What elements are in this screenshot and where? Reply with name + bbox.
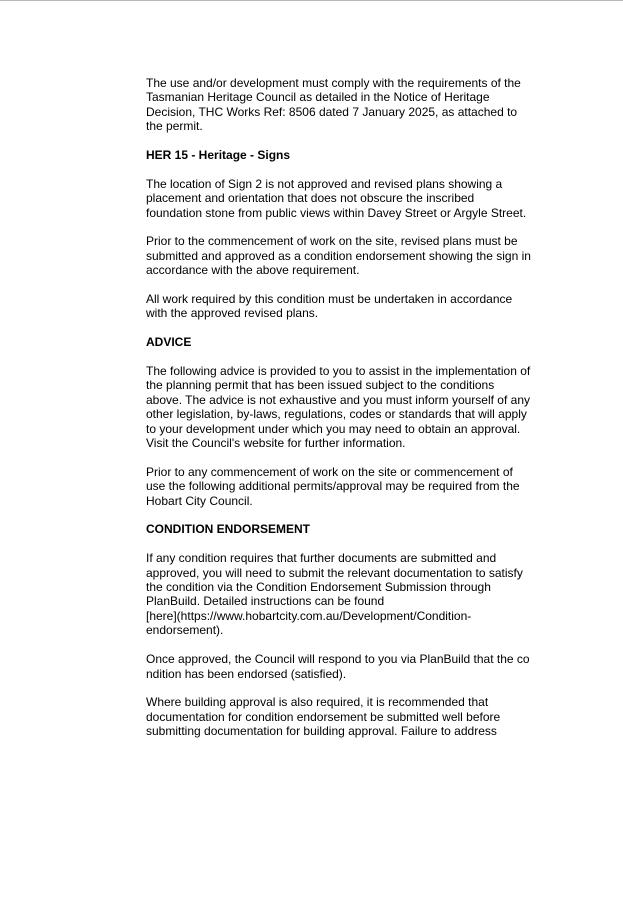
paragraph-sign-location	[146, 177, 556, 220]
text-line: Decision, THC Works Ref: 8506 dated 7 January 2025, as attached to	[146, 104, 518, 119]
text-line: foundation stone from public views within Davey Street or Argyle Street.	[146, 205, 527, 220]
text-line: placement and orientation that does not obscure the inscribed	[146, 191, 475, 206]
paragraph-heritage-compliance	[146, 76, 556, 134]
text-line: the permit.	[146, 119, 203, 134]
text-line: The use and/or development must comply with the requirements of the	[146, 76, 521, 90]
text-line: submitted and approved as a condition endorsement showing the sign in	[146, 248, 531, 263]
paragraph-revised-plans	[146, 234, 556, 277]
text-line: the condition via the Condition Endorsement Submission through	[146, 580, 491, 595]
text-line: Tasmanian Heritage Council as detailed in the Notice of Heritage	[146, 90, 490, 105]
text-line: the planning permit that has been issued subject to the conditions	[146, 378, 495, 393]
text-line: submitting documentation for building approval. Failure to address	[146, 724, 497, 739]
text-line: ndition has been endorsed (satisfied).	[146, 666, 347, 681]
document-body	[146, 76, 556, 753]
heading-condition-endorsement: CONDITION ENDORSEMENT	[146, 522, 311, 537]
text-line: Once approved, the Council will respond to you via PlanBuild that the co	[146, 652, 530, 667]
page-top-border	[0, 0, 623, 1]
text-line: approved, you will need to submit the relevant documentation to satisfy	[146, 565, 523, 580]
text-line: The location of Sign 2 is not approved and revised plans showing a	[146, 176, 503, 191]
text-line: above. The advice is not exhaustive and you must inform yourself of any	[146, 392, 530, 407]
text-line: Prior to the commencement of work on the site, revised plans must be	[146, 234, 518, 249]
text-line: use the following additional permits/approval may be required from the	[146, 479, 520, 494]
heading-her15-heritage-signs: HER 15 - Heritage - Signs	[146, 148, 291, 163]
text-line: PlanBuild. Detailed instructions can be found	[146, 594, 385, 609]
text-line: The following advice is provided to you to assist in the implementation of	[146, 364, 531, 379]
text-line: Where building approval is also required, it is recommended that	[146, 695, 489, 710]
text-line: Hobart City Council.	[146, 493, 253, 508]
text-line: accordance with the above requirement.	[146, 263, 360, 278]
text-line: documentation for condition endorsement be submitted well before	[146, 709, 501, 724]
text-line: Visit the Council's website for further information.	[146, 436, 406, 451]
heading-advice: ADVICE	[146, 335, 192, 350]
paragraph-building-approval	[146, 695, 556, 738]
paragraph-condition-submission	[146, 551, 556, 637]
text-line: endorsement).	[146, 623, 224, 638]
paragraph-additional-permits	[146, 465, 556, 508]
text-line: with the approved revised plans.	[146, 306, 319, 321]
paragraph-council-response	[146, 652, 556, 681]
text-line: Prior to any commencement of work on the site or commencement of	[146, 464, 513, 479]
paragraph-advice-intro	[146, 364, 556, 450]
text-line: If any condition requires that further documents are submitted and	[146, 551, 497, 566]
text-line: All work required by this condition must be undertaken in accordance	[146, 292, 513, 307]
text-line: to your development under which you may need to obtain an approval.	[146, 421, 521, 436]
paragraph-work-required	[146, 292, 556, 321]
text-line: other legislation, by-laws, regulations, codes or standards that will apply	[146, 407, 527, 422]
text-line: [here](https://www.hobartcity.com.au/Development/Condition-	[146, 608, 472, 623]
